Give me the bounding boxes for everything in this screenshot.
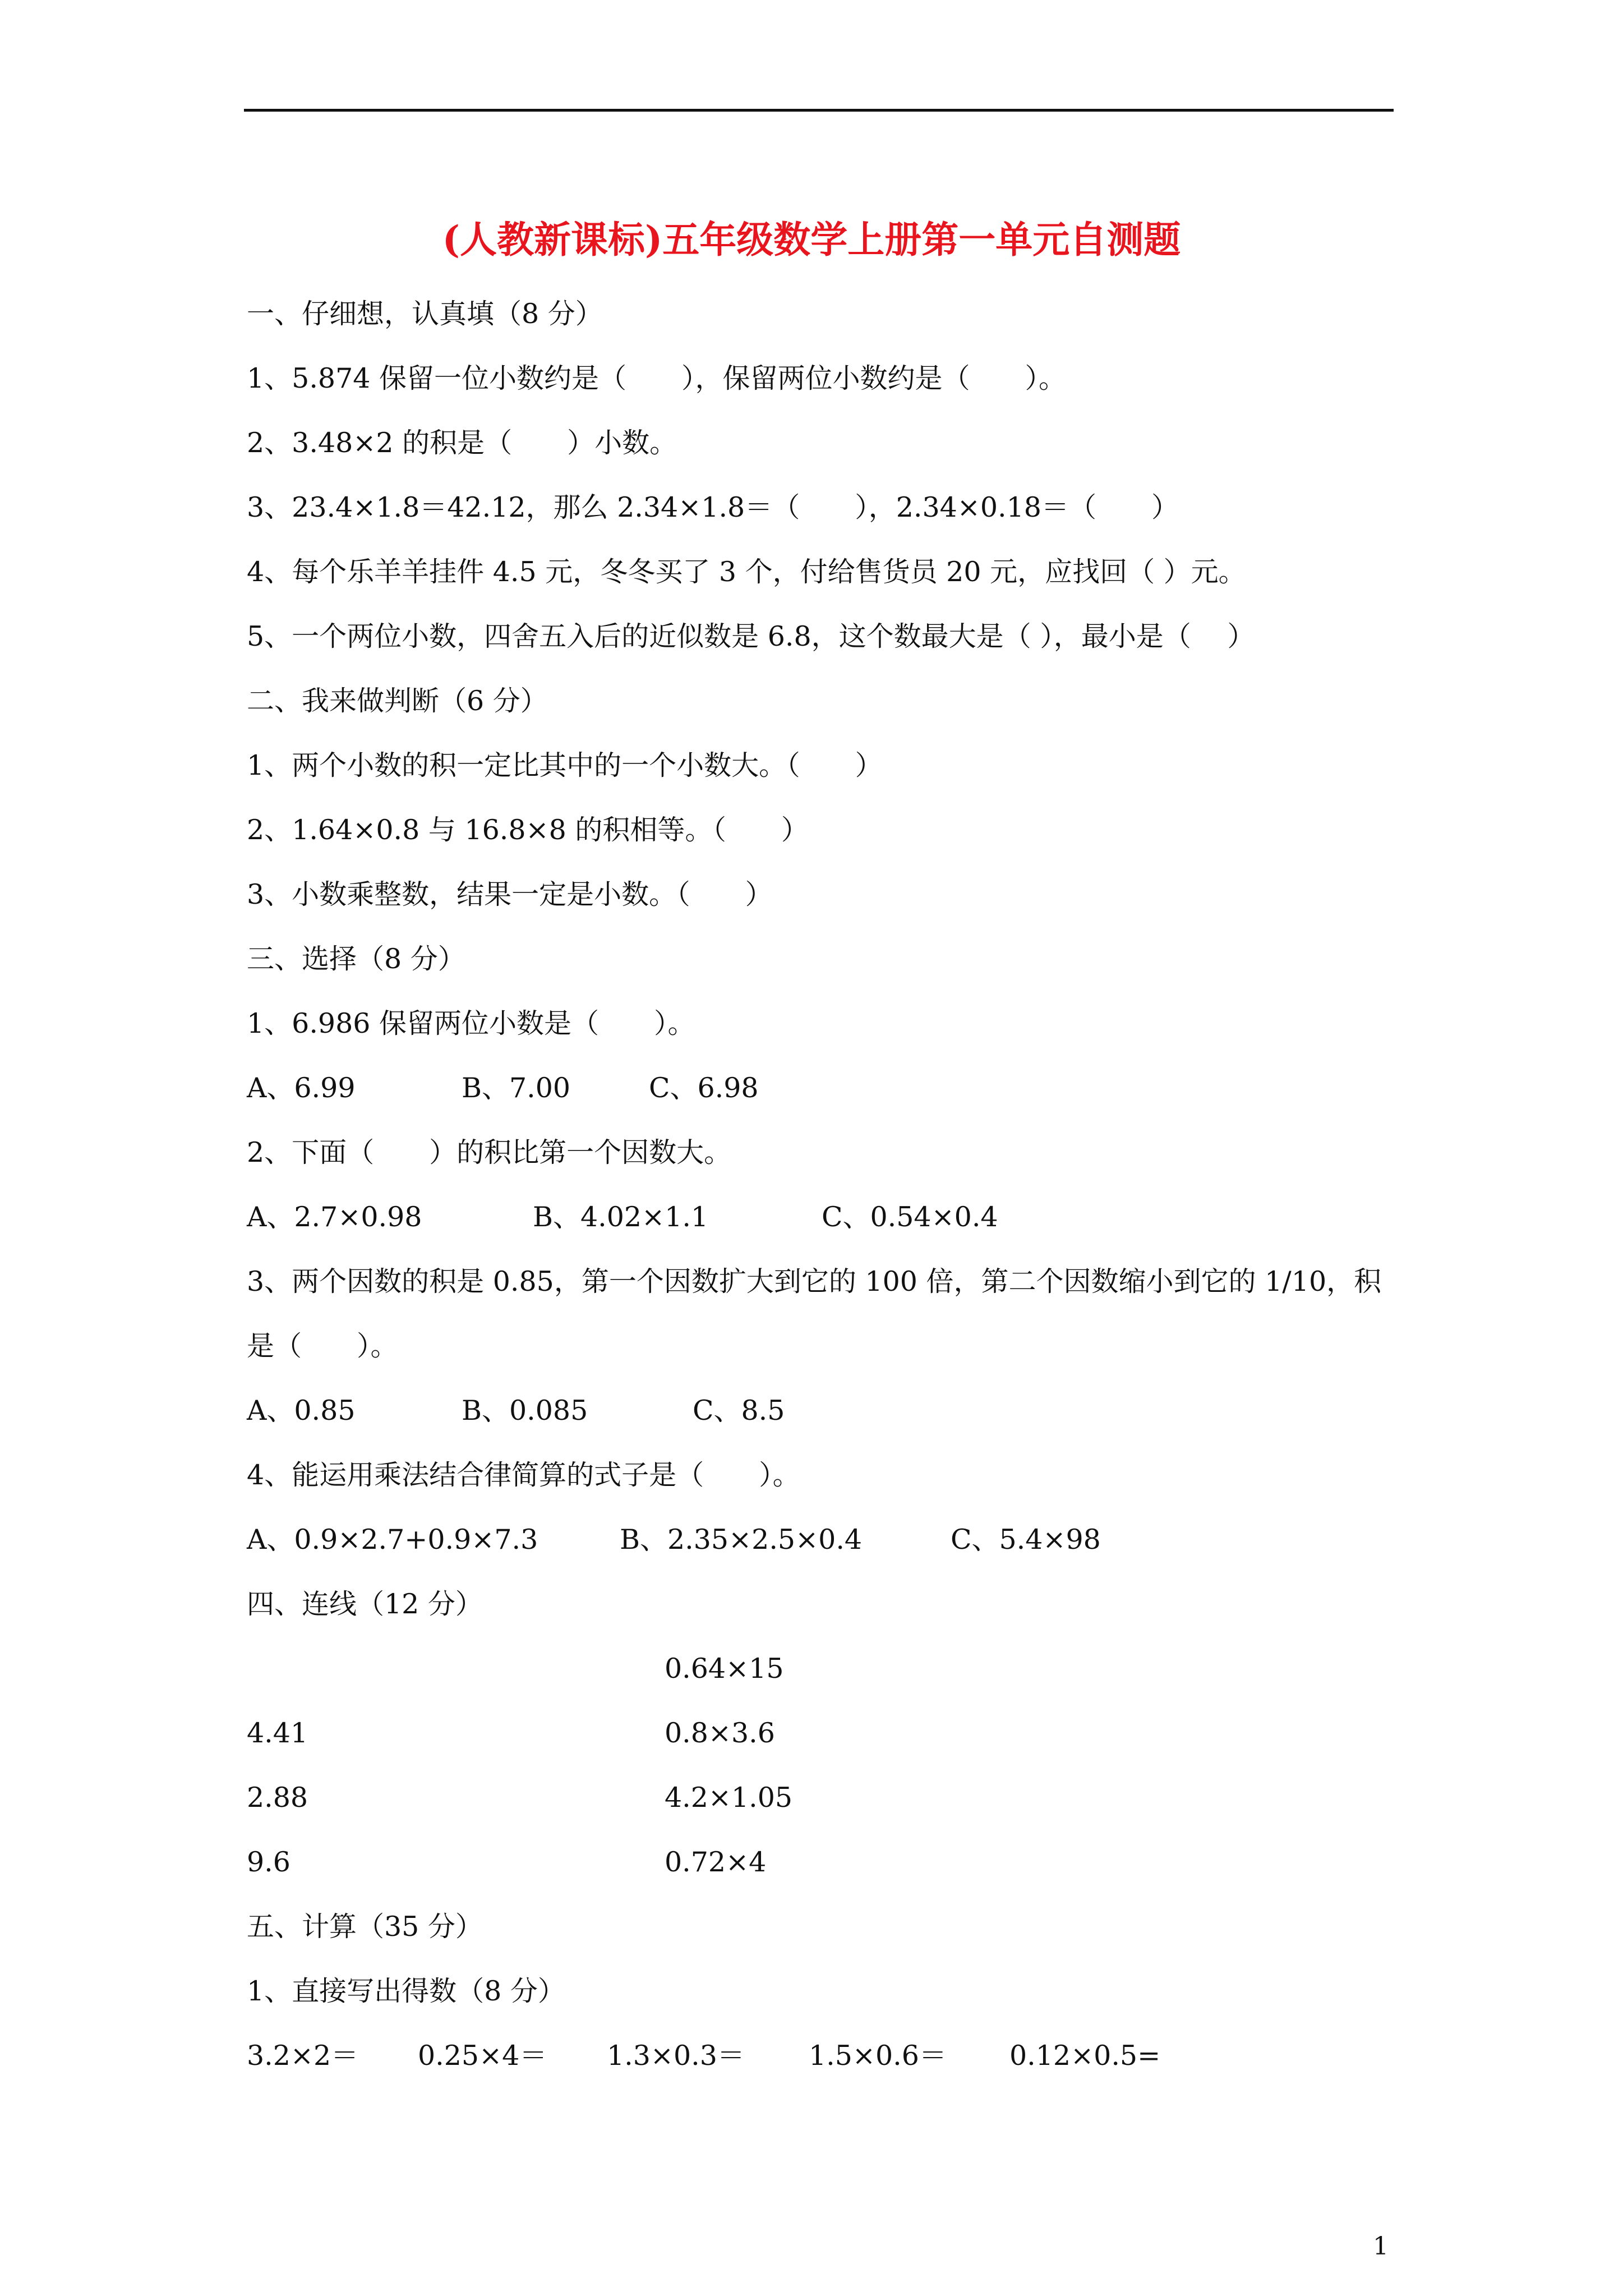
header-rule xyxy=(244,109,1394,112)
calc-item-2: 0.25×4＝ xyxy=(418,2040,547,2072)
matching-right-4: 0.72×4 xyxy=(665,1846,767,1878)
section5-sub1: 1、直接写出得数（8 分） xyxy=(247,1975,565,2007)
calc-item-4: 1.5×0.6＝ xyxy=(809,2040,947,2072)
q4-option-a: A、0.9×2.7+0.9×7.3 xyxy=(247,1524,538,1556)
section2-question-3: 3、小数乘整数，结果一定是小数。（ ） xyxy=(247,878,773,910)
q3-option-a: A、0.85 xyxy=(247,1395,356,1427)
calc-item-5: 0.12×0.5= xyxy=(1009,2040,1161,2072)
matching-left-2: 2.88 xyxy=(247,1782,308,1814)
section1-question-1: 1、5.874 保留一位小数约是（ ），保留两位小数约是（ ）。 xyxy=(247,362,1067,394)
section3-heading: 三、选择（8 分） xyxy=(247,943,465,975)
q1-option-a: A、6.99 xyxy=(247,1072,356,1104)
calc-item-1: 3.2×2＝ xyxy=(247,2040,359,2072)
matching-left-3: 9.6 xyxy=(247,1846,291,1878)
section2-question-2: 2、1.64×0.8 与 16.8×8 的积相等。（ ） xyxy=(247,814,809,846)
section1-question-4: 4、每个乐羊羊挂件 4.5 元，冬冬买了 3 个，付给售货员 20 元，应找回（ ）元。 xyxy=(247,556,1246,588)
section4-heading: 四、连线（12 分） xyxy=(247,1588,483,1620)
section3-question-2: 2、下面（ ）的积比第一个因数大。 xyxy=(247,1137,732,1168)
section1-question-2: 2、3.48×2 的积是（ ）小数。 xyxy=(247,427,677,459)
section1-question-3: 3、23.4×1.8＝42.12，那么 2.34×1.8＝（ ），2.34×0.18＝（ ） xyxy=(247,491,1179,523)
section2-question-1: 1、两个小数的积一定比其中的一个小数大。（ ） xyxy=(247,749,883,781)
q3-option-b: B、0.085 xyxy=(462,1395,588,1427)
section1-question-5: 5、一个两位小数，四舍五入后的近似数是 6.8，这个数最大是（ ），最小是（ ） xyxy=(247,620,1255,652)
matching-right-1: 0.64×15 xyxy=(665,1653,784,1685)
q1-option-b: B、7.00 xyxy=(462,1072,571,1104)
q3-option-c: C、8.5 xyxy=(693,1395,785,1427)
calc-item-3: 1.3×0.3＝ xyxy=(607,2040,745,2072)
section5-heading: 五、计算（35 分） xyxy=(247,1911,483,1943)
section2-heading: 二、我来做判断（6 分） xyxy=(247,685,548,717)
section3-question-3-line2: 是（ ）。 xyxy=(247,1330,398,1362)
q2-option-c: C、0.54×0.4 xyxy=(822,1201,998,1233)
q2-option-b: B、4.02×1.1 xyxy=(533,1201,709,1233)
matching-left-1: 4.41 xyxy=(247,1717,308,1749)
section3-question-3-line1: 3、两个因数的积是 0.85，第一个因数扩大到它的 100 倍，第二个因数缩小到它的 1/10，积 xyxy=(247,1266,1382,1297)
page-title: (人教新课标)五年级数学上册第一单元自测题 xyxy=(442,218,1181,261)
page-number: 1 xyxy=(1373,2232,1389,2261)
q4-option-b: B、2.35×2.5×0.4 xyxy=(620,1524,863,1556)
q4-option-c: C、5.4×98 xyxy=(951,1524,1101,1556)
q1-option-c: C、6.98 xyxy=(649,1072,759,1104)
section3-question-1: 1、6.986 保留两位小数是（ ）。 xyxy=(247,1007,695,1039)
matching-right-2: 0.8×3.6 xyxy=(665,1717,775,1749)
section1-heading: 一、仔细想，认真填（8 分） xyxy=(247,298,603,330)
q2-option-a: A、2.7×0.98 xyxy=(247,1201,422,1233)
section3-question-4: 4、能运用乘法结合律简算的式子是（ ）。 xyxy=(247,1459,800,1491)
matching-right-3: 4.2×1.05 xyxy=(665,1782,793,1814)
